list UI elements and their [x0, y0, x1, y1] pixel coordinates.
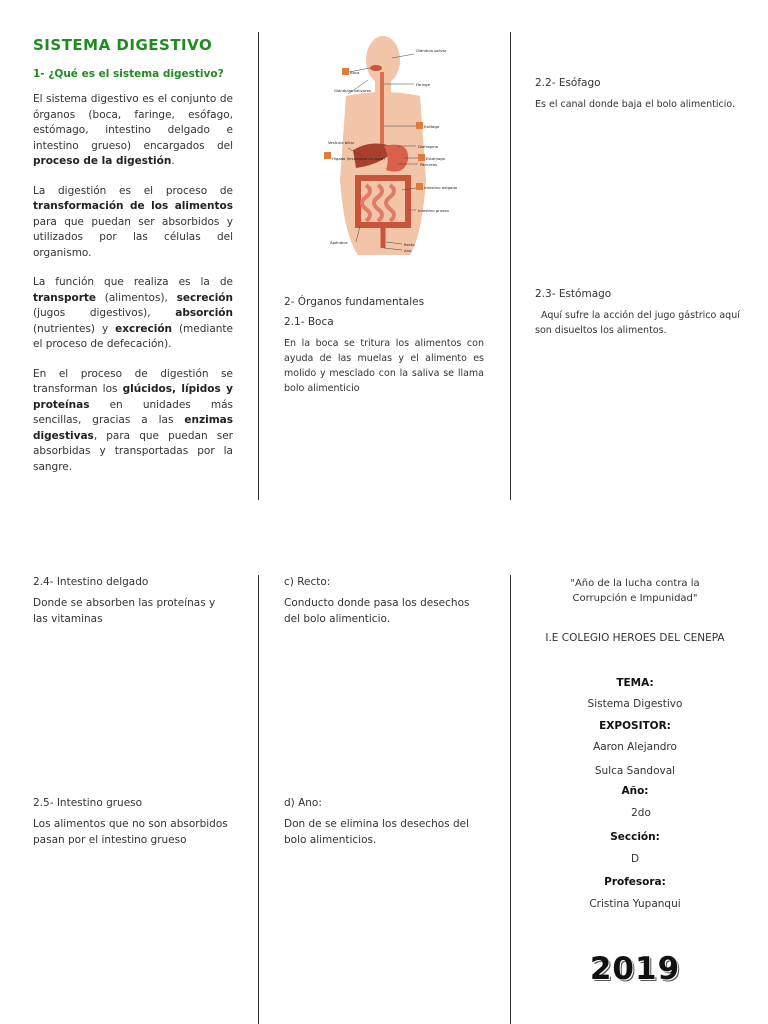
label-salivary-glands: Glándulas salivares [334, 88, 371, 93]
paragraph-process: En el proceso de digestión se transforman los glúcidos, lípidos y proteínas en unidades más sencillas, gracias a las enzimas digestivas, para que puedan ser absorbidas y transportadas por la sangre. [33, 367, 233, 473]
paragraph-definition: El sistema digestivo es el conjunto de órganos (boca, faringe, esófago, estómago, intestino delgado e intestino grueso) encargados del proceso de la digestión. [33, 93, 233, 167]
cover-panel [540, 576, 730, 987]
large-intestine-text: Los alimentos que no son absorbidos pasan por el intestino grueso [33, 818, 228, 846]
year-title: 2019 [589, 950, 681, 987]
anio-label: Año: [621, 785, 649, 797]
esophagus-heading: 2.2- Esófago [535, 77, 601, 89]
fold-line-top-1 [258, 32, 259, 500]
tema-value: Sistema Digestivo [587, 697, 683, 710]
label-esophagus: Esófago [424, 124, 440, 129]
label-mouth: Boca [350, 70, 360, 75]
rectum-text: Conducto donde pasa los desechos del bolo alimenticio. [284, 597, 470, 625]
expositor-label: EXPOSITOR: [599, 720, 671, 732]
year-motto: "Año de la lucha contra la Corrupción e Impunidad" [570, 578, 700, 604]
label-pancreas: Páncreas [420, 162, 438, 167]
paragraph-function: La función que realiza es la de transporte (alimentos), secreción (jugos digestivos), absorción (nutrientes) y excreción (mediante el proceso de defecación). [33, 276, 233, 350]
label-salivary-gland: Glándula salivar [416, 48, 447, 53]
intestines-panel [33, 576, 233, 848]
intro-panel [33, 36, 233, 475]
label-stomach: Estómago [426, 156, 445, 161]
anus-heading: d) Ano: [284, 797, 322, 809]
digestive-system-diagram [318, 30, 458, 260]
stomach-text: Aquí sufre la acción del jugo gástrico aquí son disueltos los alimentos. [535, 309, 740, 336]
seccion-label: Sección: [610, 830, 660, 843]
stomach-heading: 2.3- Estómago [535, 287, 612, 300]
organs-heading: 2- Órganos fundamentales [284, 296, 425, 308]
anus-text: Don de se elimina los desechos del bolo alimenticios. [284, 818, 470, 846]
label-liver: Hígado (levantado un poco) [332, 156, 385, 161]
label-small-intestine: Intestino delgado [424, 185, 458, 190]
organs-panel [284, 296, 484, 396]
profesora-value: Cristina Yupanqui [589, 898, 681, 910]
profesora-label: Profesora: [604, 876, 666, 888]
fold-line-bottom-1 [258, 575, 259, 1024]
small-intestine-heading: 2.4- Intestino delgado [33, 576, 149, 588]
mouth-heading: 2.1- Boca [284, 316, 334, 328]
expositor-name-2: Sulca Sandoval [594, 764, 676, 777]
label-diaphragm: Diafragma [418, 144, 438, 149]
anio-value: 2do [631, 807, 651, 819]
mouth-text: En la boca se tritura los alimentos con ayuda de las muelas y el alimento es molido y mesclado con la saliva se llama bolo alimenticio [284, 338, 484, 394]
label-appendix: Apéndice [330, 240, 348, 245]
fold-line-bottom-2 [510, 575, 511, 1024]
label-large-intestine: Intestino grueso [418, 208, 449, 213]
fold-line-top-2 [510, 32, 511, 500]
esophagus-stomach-panel [535, 77, 740, 339]
rectum-heading: c) Recto: [284, 576, 331, 588]
label-anus: Ano [404, 248, 412, 253]
question-heading: 1- ¿Qué es el sistema digestivo? [33, 68, 224, 80]
large-intestine-heading: 2.5- Intestino grueso [33, 797, 143, 809]
school-name: I.E COLEGIO HEROES DEL CENEPA [545, 632, 725, 644]
anatomy-illustration [318, 30, 458, 260]
seccion-value: D [630, 852, 640, 865]
expositor-name-1: Aaron Alejandro [593, 741, 677, 753]
paragraph-digestion: La digestión es el proceso de transformación de los alimentos para que puedan ser absorbidos y utilizados por las células del organismo. [33, 184, 233, 259]
page-title: SISTEMA DIGESTIVO [33, 36, 213, 54]
rectum-anus-panel [284, 576, 484, 848]
label-rectum: Recto [404, 242, 415, 247]
label-pharynx: Faringe [416, 82, 430, 87]
esophagus-text: Es el canal donde baja el bolo alimenticio. [535, 99, 736, 110]
tema-label: TEMA: [616, 676, 654, 689]
small-intestine-text: Donde se absorben las proteínas y las vitaminas [33, 597, 216, 625]
label-gallbladder: Vesícula biliar [328, 140, 355, 145]
